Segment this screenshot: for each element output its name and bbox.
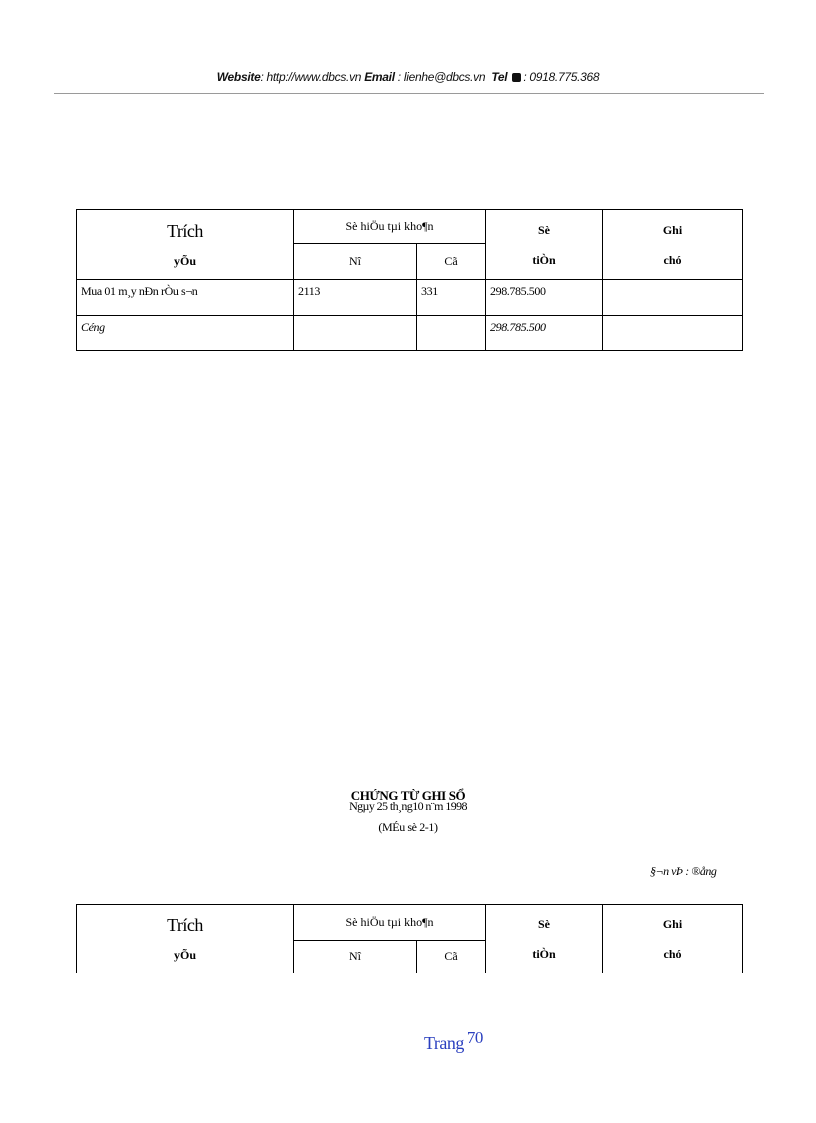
header-so-hieu-tai-khoan: Sè hiÖu tµi kho¶n <box>294 905 486 941</box>
header-chu: chó <box>663 252 682 267</box>
page-footer <box>424 1028 483 1054</box>
phone-icon <box>512 73 521 82</box>
total-label: Céng <box>77 316 294 351</box>
header-trich: Trích <box>167 914 203 935</box>
cell-so-tien: 298.785.500 <box>486 280 603 316</box>
header-ghi-chu <box>603 210 743 280</box>
page-number: 70 <box>466 1028 483 1047</box>
table-row <box>77 280 743 316</box>
total-so-tien: 298.785.500 <box>486 316 603 351</box>
header-divider <box>54 93 764 94</box>
header-so-tien <box>486 905 603 973</box>
email-link[interactable]: : lienhe@dbcs.vn <box>397 70 486 84</box>
header-ghi: Ghi <box>662 222 683 237</box>
voucher-form-number: (MÉu sè 2-1) <box>378 820 438 834</box>
total-row <box>77 316 743 351</box>
header-trich: Trích <box>167 220 203 241</box>
header-ghi-chu <box>603 905 743 973</box>
total-no-empty <box>294 316 417 351</box>
website-label: Website <box>216 70 261 84</box>
voucher-title: CHỨNG TỪ GHI SỔ <box>350 788 466 803</box>
tel-label: Tel <box>491 70 508 84</box>
header-so-hieu-tai-khoan: Sè hiÖu tµi kho¶n <box>294 210 486 244</box>
header-so: Sè <box>538 916 550 931</box>
header-trich-yeu <box>77 210 294 280</box>
header-tien: tiÒn <box>532 252 556 267</box>
ledger-table-1 <box>76 209 743 351</box>
header-so-tien <box>486 210 603 280</box>
header-co: Cã <box>417 941 486 973</box>
page-label: Trang <box>424 1033 464 1053</box>
cell-ghi-chu <box>603 280 743 316</box>
email-label: Email <box>364 70 395 84</box>
website-link[interactable]: : http://www.dbcs.vn <box>260 70 362 84</box>
total-co-empty <box>417 316 486 351</box>
header-so: Sè <box>538 222 550 237</box>
header-chu: chó <box>663 946 682 961</box>
voucher-date: Ngµy 25 th¸ng10 n¨m 1998 <box>349 799 467 813</box>
unit-note: §¬n vÞ : ®ång <box>650 864 717 878</box>
header-no: Nî <box>294 244 417 280</box>
header-co: Cã <box>417 244 486 280</box>
total-ghi-chu-empty <box>603 316 743 351</box>
header-tien: tiÒn <box>532 946 556 961</box>
ledger-table-2 <box>76 904 743 973</box>
header-yeu: yÕu <box>173 947 196 962</box>
site-header <box>0 70 816 84</box>
cell-co: 331 <box>417 280 486 316</box>
cell-no: 2113 <box>294 280 417 316</box>
tel-value: : 0918.775.368 <box>523 70 600 84</box>
header-trich-yeu <box>77 905 294 973</box>
header-ghi: Ghi <box>662 916 683 931</box>
cell-trich-yeu: Mua 01 m¸y nÐn rÒu s¬n <box>77 280 294 316</box>
header-no: Nî <box>294 941 417 973</box>
header-yeu: yÕu <box>173 253 196 268</box>
